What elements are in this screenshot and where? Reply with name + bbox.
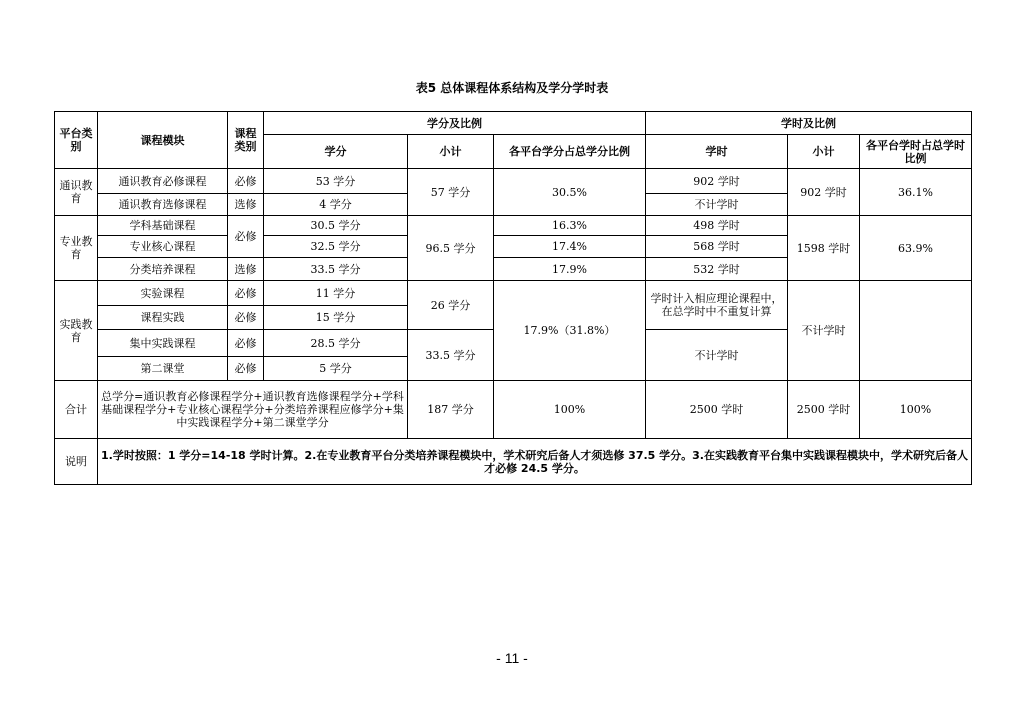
- credit-ratio-cell: 17.9%（31.8%）: [494, 281, 646, 381]
- total-formula: 总学分=通识教育必修课程学分+通识教育选修课程学分+学科基础课程学分+专业核心课程学分+分类培养课程应修学分+集中实践课程学分+第二课堂学分: [98, 381, 408, 439]
- header-hours-subtotal: 小计: [788, 135, 860, 169]
- credit-cell: 28.5 学分: [264, 330, 408, 357]
- page-number: - 11 -: [496, 650, 528, 666]
- table-row: [55, 439, 972, 485]
- total-hours-ratio: 100%: [860, 381, 972, 439]
- type-cell: 必修: [228, 306, 264, 330]
- hours-ratio-cell: 63.9%: [860, 216, 972, 281]
- total-hours: 2500 学时: [646, 381, 788, 439]
- credit-ratio-cell: 16.3%: [494, 216, 646, 236]
- header-hours-group: 学时及比例: [646, 112, 972, 135]
- credit-cell: 15 学分: [264, 306, 408, 330]
- hours-cell: 不计学时: [646, 330, 788, 381]
- subtotal-cell: 57 学分: [408, 169, 494, 216]
- subtotal-cell: 96.5 学分: [408, 216, 494, 281]
- type-cell: 必修: [228, 281, 264, 306]
- module-cell: 实验课程: [98, 281, 228, 306]
- hours-cell: 498 学时: [646, 216, 788, 236]
- table-title: 表5 总体课程体系结构及学分学时表: [415, 81, 609, 95]
- module-cell: 集中实践课程: [98, 330, 228, 357]
- platform-cell: 通识教育: [55, 169, 98, 216]
- header-hours: 学时: [646, 135, 788, 169]
- hours-subtotal-cell: 不计学时: [788, 281, 860, 381]
- module-cell: 通识教育选修课程: [98, 194, 228, 216]
- platform-cell: 专业教育: [55, 216, 98, 281]
- hours-ratio-cell: [860, 281, 972, 381]
- total-credit: 187 学分: [408, 381, 494, 439]
- credit-cell: 5 学分: [264, 357, 408, 381]
- platform-cell: 实践教育: [55, 281, 98, 381]
- credit-cell: 30.5 学分: [264, 216, 408, 236]
- header-hours-ratio: 各平台学时占总学时比例: [860, 135, 972, 169]
- module-cell: 分类培养课程: [98, 258, 228, 281]
- module-cell: 课程实践: [98, 306, 228, 330]
- table-row: [55, 216, 972, 236]
- credit-cell: 53 学分: [264, 169, 408, 194]
- header-subtotal: 小计: [408, 135, 494, 169]
- module-cell: 第二课堂: [98, 357, 228, 381]
- total-credit-ratio: 100%: [494, 381, 646, 439]
- course-structure-table: [54, 111, 972, 485]
- credit-cell: 32.5 学分: [264, 236, 408, 258]
- module-cell: 学科基础课程: [98, 216, 228, 236]
- module-cell: 专业核心课程: [98, 236, 228, 258]
- table-row: [55, 281, 972, 306]
- header-type: 课程类别: [228, 112, 264, 169]
- type-cell: 必修: [228, 216, 264, 258]
- hours-cell: 不计学时: [646, 194, 788, 216]
- credit-cell: 33.5 学分: [264, 258, 408, 281]
- credit-cell: 4 学分: [264, 194, 408, 216]
- type-cell: 必修: [228, 169, 264, 194]
- subtotal-cell: 33.5 学分: [408, 330, 494, 381]
- module-cell: 通识教育必修课程: [98, 169, 228, 194]
- credit-cell: 11 学分: [264, 281, 408, 306]
- notes-text: 1.学时按照：1 学分=14-18 学时计算。2.在专业教育平台分类培养课程模块中，学术研究后备人才须选修 37.5 学分。3.在实践教育平台集中实践课程模块中，学术研究后备人才必修 24.5 学分。: [98, 439, 972, 485]
- hours-ratio-cell: 36.1%: [860, 169, 972, 216]
- subtotal-cell: 26 学分: [408, 281, 494, 330]
- hours-cell: 902 学时: [646, 169, 788, 194]
- type-cell: 必修: [228, 330, 264, 357]
- hours-cell: 学时计入相应理论课程中，在总学时中不重复计算: [646, 281, 788, 330]
- type-cell: 必修: [228, 357, 264, 381]
- table-row: [55, 381, 972, 439]
- credit-ratio-cell: 17.9%: [494, 258, 646, 281]
- type-cell: 选修: [228, 258, 264, 281]
- header-credit-ratio: 各平台学分占总学分比例: [494, 135, 646, 169]
- hours-cell: 532 学时: [646, 258, 788, 281]
- header-platform: 平台类别: [55, 112, 98, 169]
- credit-ratio-cell: 30.5%: [494, 169, 646, 216]
- hours-subtotal-cell: 902 学时: [788, 169, 860, 216]
- hours-cell: 568 学时: [646, 236, 788, 258]
- header-credit-group: 学分及比例: [264, 112, 646, 135]
- hours-subtotal-cell: 1598 学时: [788, 216, 860, 281]
- table-row: [55, 169, 972, 194]
- total-hours-subtotal: 2500 学时: [788, 381, 860, 439]
- notes-label: 说明: [55, 439, 98, 485]
- total-label: 合计: [55, 381, 98, 439]
- header-module: 课程模块: [98, 112, 228, 169]
- header-credit: 学分: [264, 135, 408, 169]
- credit-ratio-cell: 17.4%: [494, 236, 646, 258]
- type-cell: 选修: [228, 194, 264, 216]
